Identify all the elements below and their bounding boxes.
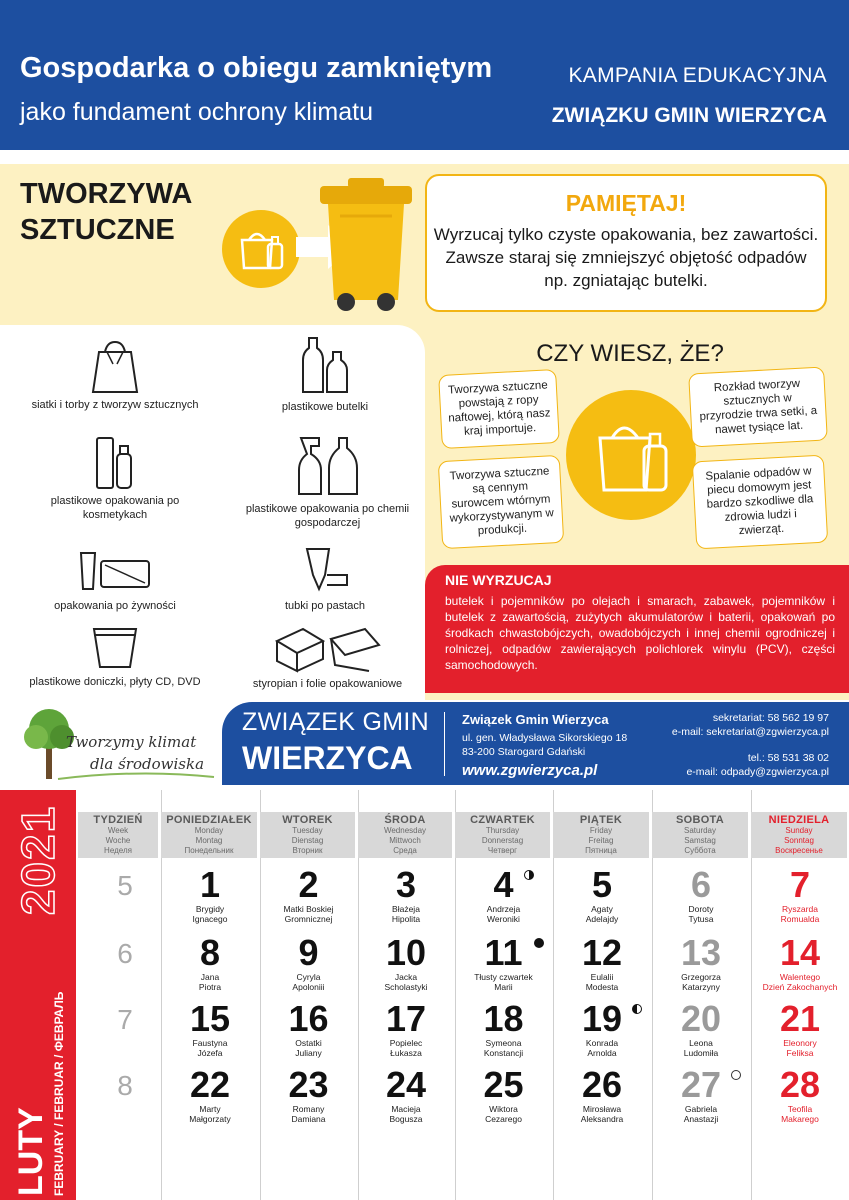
fact-card: Rozkład tworzyw sztucznych w przyrodzie trwa setki, a nawet tysiące lat.: [688, 366, 828, 447]
item-label: styropian i folie opakowaniowe: [252, 678, 403, 690]
name-day-label: Doroty: [688, 904, 714, 914]
name-day-label: Agaty: [591, 904, 613, 914]
name-day-label: Makarego: [781, 1114, 819, 1124]
day-name-translation: Tuesday: [292, 826, 323, 835]
tube-icon: [295, 545, 355, 595]
name-day-label: Romualda: [780, 914, 820, 924]
day-number: 27: [680, 1064, 722, 1105]
moon-phase-icon: [632, 1004, 642, 1014]
name-day-label: Błażeja: [392, 904, 420, 914]
remember-text: [427, 223, 825, 292]
column-header: [260, 812, 355, 858]
name-day-label: Konrada: [585, 1038, 619, 1048]
cosmetics-icon: [85, 430, 145, 490]
day-number: 23: [288, 1064, 329, 1105]
calendar-day: [553, 934, 651, 992]
day-number: 25: [483, 1064, 524, 1105]
name-day-label: Ludomiła: [683, 1048, 719, 1058]
remember-box: [425, 174, 827, 312]
name-day-label: Eleonory: [783, 1038, 817, 1048]
contact-email-waste[interactable]: e-mail: odpady@zgwierzyca.pl: [686, 766, 829, 778]
name-day-label: Jacka: [394, 972, 418, 982]
day-name-translation: Неделя: [104, 846, 132, 855]
brand-divider: [444, 712, 445, 776]
day-name-translation: Woche: [105, 836, 131, 845]
name-day-label: Ostatki: [295, 1038, 322, 1048]
name-day-label: Tłusty czwartek: [474, 972, 533, 982]
week-number: 6: [117, 938, 133, 969]
day-name-translation: Freitag: [588, 836, 614, 845]
day-name-translation: Montag: [195, 836, 223, 845]
day-number: 24: [385, 1064, 427, 1105]
day-name: SOBOTA: [675, 814, 725, 826]
week-number: 8: [117, 1070, 133, 1101]
item-food-packaging: [20, 545, 210, 613]
calendar-day: [161, 866, 259, 924]
day-name-translation: Пятница: [585, 846, 617, 855]
day-number: 15: [189, 998, 231, 1039]
item-label: plastikowe butelki: [281, 401, 369, 413]
day-number: 10: [385, 932, 427, 973]
name-day-label: Marty: [199, 1104, 221, 1114]
day-number: 19: [581, 998, 623, 1039]
name-day-label: Faustyna: [192, 1038, 228, 1048]
do-not-throw-box: [425, 565, 849, 693]
logo-slogan-line2: dla środowiska: [90, 755, 205, 773]
org-address-street: ul. gen. Władysława Sikorskiego 18: [462, 732, 628, 744]
calendar-day: [553, 1066, 651, 1124]
day-number: 21: [779, 998, 821, 1039]
remember-line1: Wyrzucaj tylko czyste opakowania, bez zawartości.: [433, 225, 819, 244]
contact-phone: tel.: 58 531 38 02: [747, 752, 829, 764]
header-subtitle: jako fundament ochrony klimatu: [20, 98, 373, 126]
calendar-day: [455, 1066, 552, 1124]
day-name-translation: Week: [107, 826, 129, 835]
moon-phase-icon: [524, 870, 534, 880]
item-bottles: [250, 332, 400, 414]
header-gap: [0, 150, 849, 164]
day-name: CZWARTEK: [470, 814, 535, 826]
campaign-label: KAMPANIA EDUKACYJNA: [568, 64, 827, 87]
calendar-day: [455, 866, 552, 924]
calendar-day: [553, 866, 651, 924]
week-number: 5: [117, 870, 133, 901]
name-day-label: Adelajdy: [585, 914, 619, 924]
day-name-translation: Donnerstag: [481, 836, 524, 845]
day-name-translation: Wednesday: [383, 826, 427, 835]
name-day-label: Scholastyki: [384, 982, 428, 992]
calendar-day: [358, 1066, 454, 1124]
do-not-throw-heading: NIE WYRZUCAJ: [445, 572, 552, 588]
styrofoam-icon: [273, 625, 383, 673]
name-day-label: Weroniki: [487, 914, 520, 924]
day-number: 9: [298, 932, 319, 973]
name-day-label: Leona: [689, 1038, 713, 1048]
name-day-label: Eulalii: [590, 972, 614, 982]
day-number: 5: [591, 864, 613, 905]
item-label: plastikowe doniczki, płyty CD, DVD: [29, 676, 201, 688]
day-name-translation: Sonntag: [784, 836, 814, 845]
calendar-month-translations: FEBRUARY / FEBRUAR / ФЕВРАЛЬ: [52, 991, 66, 1196]
name-day-label: Jana: [200, 972, 220, 982]
brand-name-line1: ZWIĄZEK GMIN: [242, 708, 429, 736]
item-label: plastikowe opakowania po chemii gospodarczej: [245, 503, 410, 529]
remember-line2: Zawsze staraj się zmniejszyć objętość odpadów: [445, 248, 807, 267]
yellow-bin-icon: [318, 176, 418, 314]
name-day-label: Apoloniii: [292, 982, 325, 992]
name-day-label: Józefa: [197, 1048, 223, 1058]
org-address-city: 83-200 Starogard Gdański: [462, 746, 586, 758]
name-day-label: Feliksa: [786, 1048, 814, 1058]
name-day-label: Arnolda: [587, 1048, 617, 1058]
day-name-translation: Friday: [589, 826, 613, 835]
do-not-throw-text: butelek i pojemników po olejach i smarach, zabawek, pojemników i butelek z zawartością, zużytych akumulatorów i baterii, opakowań po środkach chwastobójczych, owadobójczych i innej chemii ogrodniczej i rolniczej, odpadów zawierających polichlorek winylu (PCV), części samochodowych.: [445, 594, 835, 672]
food-packaging-icon: [75, 545, 155, 595]
name-day-label: Matki Boskiej: [283, 904, 334, 914]
day-number: 16: [288, 998, 329, 1039]
name-day-label: Katarzyny: [682, 982, 720, 992]
header-title: Gospodarka o obiegu zamkniętym: [20, 52, 493, 84]
name-day-label: Juliany: [295, 1048, 322, 1058]
item-tubes: [250, 545, 400, 613]
calendar-day: [358, 866, 454, 924]
name-day-label: Grzegorza: [681, 972, 721, 982]
item-label: tubki po pastach: [284, 600, 366, 612]
day-number: 1: [199, 864, 221, 905]
flower-pot-icon: [90, 625, 140, 671]
name-day-label: Macieja: [391, 1104, 421, 1114]
moon-phase-icon: [731, 1070, 741, 1080]
name-day-label: Symeona: [485, 1038, 522, 1048]
calendar-day: [652, 866, 750, 924]
column-header: [455, 812, 550, 858]
plastic-waste-icon: [222, 210, 300, 288]
name-day-label: Romany: [292, 1104, 325, 1114]
item-label: siatki i torby z tworzyw sztucznych: [31, 399, 199, 411]
calendar-day: [260, 866, 357, 924]
name-day-label: Brygidy: [195, 904, 225, 914]
item-label: plastikowe opakowania po kosmetykach: [50, 495, 180, 521]
day-name-translation: Monday: [194, 826, 224, 835]
column-header: [161, 812, 257, 858]
name-day-label: Andrzeja: [486, 904, 521, 914]
day-number: 7: [789, 864, 811, 905]
calendar-day: [260, 934, 357, 992]
name-day-label: Cyryla: [296, 972, 321, 982]
org-website-link[interactable]: www.zgwierzyca.pl: [462, 762, 598, 779]
calendar-day: [358, 1000, 454, 1058]
contact-phone-secretariat: sekretariat: 58 562 19 97: [712, 712, 829, 724]
name-day-label: Dzień Zakochanych: [762, 982, 838, 992]
fact-card: Tworzywa sztuczne powstają z ropy naftowej, którą nasz kraj importuje.: [438, 369, 560, 449]
day-name: NIEDZIELA: [768, 814, 830, 826]
day-number: 11: [484, 932, 523, 973]
day-name: PIĄTEK: [579, 814, 623, 826]
day-number: 2: [298, 864, 319, 905]
day-name-translation: Dienstag: [291, 836, 324, 845]
name-day-label: Tytusa: [688, 914, 714, 924]
item-pots-cds: [20, 625, 210, 689]
day-name-translation: Понедельник: [184, 846, 234, 855]
calendar-day: [751, 1066, 849, 1124]
day-number: 26: [581, 1064, 623, 1105]
calendar-day: [751, 934, 849, 992]
name-day-label: Ryszarda: [782, 904, 818, 914]
name-day-label: Mirosława: [582, 1104, 622, 1114]
calendar-day: [260, 1066, 357, 1124]
week-number: 7: [117, 1004, 133, 1035]
name-day-label: Konstancji: [483, 1048, 524, 1058]
column-header: [553, 812, 649, 858]
day-name-translation: Mittwoch: [389, 836, 421, 845]
chemicals-icon: [293, 428, 363, 498]
calendar-day: [161, 1000, 259, 1058]
day-number: 12: [581, 932, 623, 973]
campaign-org: ZWIĄZKU GMIN WIERZYCA: [551, 104, 827, 127]
name-day-label: Popielec: [389, 1038, 423, 1048]
remember-heading: PAMIĘTAJ!: [565, 190, 687, 216]
day-name-translation: Sunday: [785, 826, 813, 835]
column-header: [358, 812, 452, 858]
column-header: [751, 812, 847, 858]
name-day-label: Ignacego: [192, 914, 228, 924]
day-name: PONIEDZIAŁEK: [166, 814, 252, 826]
fact-card: Spalanie odpadów w piecu domowym jest bardzo szkodliwe dla zdrowia ludzi i zwierząt.: [692, 455, 828, 550]
moon-phase-icon: [534, 938, 544, 948]
name-day-label: Łukasza: [390, 1048, 422, 1058]
name-day-label: Anastazji: [683, 1114, 719, 1124]
name-day-label: Damiana: [291, 1114, 326, 1124]
item-styrofoam: [240, 625, 415, 691]
name-day-label: Piotra: [198, 982, 222, 992]
calendar-day: [161, 1066, 259, 1124]
remember-line3: np. zgniatając butelki.: [544, 271, 708, 290]
name-day-label: Małgorzaty: [189, 1114, 231, 1124]
calendar-day: [161, 934, 259, 992]
name-day-label: Gabriela: [684, 1104, 718, 1114]
day-number: 3: [395, 864, 417, 905]
name-day-label: Modesta: [585, 982, 619, 992]
brand-bar: [222, 702, 849, 785]
calendar-day: [260, 1000, 357, 1058]
day-number: 17: [385, 998, 427, 1039]
day-name-translation: Вторник: [292, 846, 323, 855]
day-number: 28: [779, 1064, 821, 1105]
logo-slogan-line1: Tworzymy klimat: [66, 733, 197, 751]
calendar-day: [455, 1000, 552, 1058]
day-number: 20: [680, 998, 722, 1039]
name-day-label: Marii: [494, 982, 513, 992]
calendar-day: [652, 1000, 750, 1058]
name-day-label: Gromnicznej: [284, 914, 333, 924]
plastic-bottles-icon: [295, 332, 355, 396]
calendar-month: LUTY: [12, 1107, 50, 1196]
item-cosmetics: [20, 430, 210, 522]
item-bags: [20, 340, 210, 412]
calendar-day: [751, 866, 849, 924]
day-number: 22: [189, 1064, 231, 1105]
section-title-line2: SZTUCZNE: [20, 214, 175, 246]
header-banner: [0, 0, 849, 150]
day-name-translation: Samstag: [684, 836, 716, 845]
day-number: 13: [680, 932, 722, 973]
did-you-know-heading: CZY WIESZ, ŻE?: [536, 340, 724, 367]
name-day-label: Wiktora: [489, 1104, 518, 1114]
day-number: 14: [779, 932, 821, 973]
day-name-translation: Saturday: [683, 826, 717, 835]
day-number: 18: [483, 998, 524, 1039]
day-name-translation: Thursday: [485, 826, 520, 835]
plastic-bag-icon: [85, 340, 145, 394]
org-name: Związek Gmin Wierzyca: [462, 712, 609, 727]
day-name: TYDZIEŃ: [93, 814, 143, 826]
name-day-label: Cezarego: [485, 1114, 522, 1124]
day-name-translation: Среда: [393, 846, 417, 855]
section-title: [20, 176, 192, 248]
name-day-label: Aleksandra: [580, 1114, 624, 1124]
name-day-label: Bogusza: [389, 1114, 423, 1124]
name-day-label: Teofila: [787, 1104, 813, 1114]
item-label: opakowania po żywności: [54, 600, 176, 612]
column-header: [78, 812, 158, 858]
day-name: WTOREK: [282, 814, 333, 826]
calendar-day: [358, 934, 454, 992]
day-name: ŚRODA: [384, 814, 426, 826]
name-day-label: Hipolita: [391, 914, 421, 924]
column-header: [652, 812, 748, 858]
name-day-label: Walentego: [779, 972, 821, 982]
day-name-translation: Четверг: [487, 846, 518, 855]
day-number: 6: [690, 864, 712, 905]
calendar-day: [751, 1000, 849, 1058]
day-name-translation: Суббота: [684, 846, 716, 855]
day-number: 8: [199, 932, 221, 973]
day-name-translation: Воскресенье: [775, 846, 823, 855]
plastic-waste-icon: [566, 390, 696, 520]
contact-email-secretariat[interactable]: e-mail: sekretariat@zgwierzyca.pl: [671, 726, 829, 738]
calendar-day: [652, 934, 750, 992]
day-number: 4: [493, 864, 514, 905]
section-title-line1: TWORZYWA: [20, 178, 193, 210]
fact-card: Tworzywa sztuczne są cennym surowcem wtórnym wykorzystywanym w produkcji.: [438, 455, 564, 549]
brand-name-line2: WIERZYCA: [242, 740, 413, 776]
calendar-year: 2021: [12, 804, 64, 916]
item-chemicals: [240, 428, 415, 530]
